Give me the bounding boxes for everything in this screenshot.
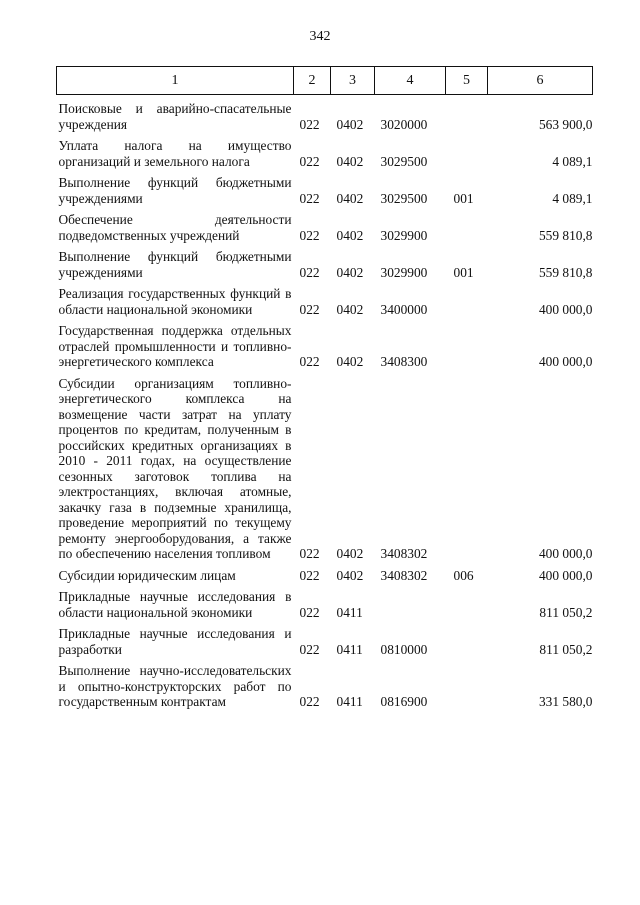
row-code-article: 3029500: [380, 153, 428, 169]
row-name: Уплата налога на имущество организаций и земельного налога: [58, 138, 292, 169]
row-code-article: 3400000: [380, 301, 428, 317]
row-name: Государственная поддержка отдельных отраслей промышленности и топливно-энергетического комплекса: [58, 323, 292, 369]
row-name: Выполнение научно-исследовательских и опытно-конструкторских работ по государственным контрактам: [58, 663, 292, 709]
row-code-section: 0402: [336, 354, 364, 369]
row-code-article: 3408302: [380, 546, 428, 561]
row-code-article: 0816900: [380, 694, 428, 709]
table-body: [57, 95, 593, 710]
row-name: Прикладные научные исследования и разработки: [58, 626, 292, 657]
table-row: [57, 657, 593, 710]
row-code-type: 001: [453, 190, 474, 206]
row-code-article: 3020000: [380, 116, 428, 132]
table-row: [57, 562, 593, 584]
row-amount: 563 900,0: [538, 116, 593, 132]
row-code-admin: 022: [299, 301, 320, 317]
row-amount: 4 089,1: [552, 190, 593, 206]
row-code-type: [446, 370, 488, 562]
row-code-section: 0402: [336, 301, 364, 317]
row-code-article: 3029900: [380, 264, 428, 280]
table-row: [57, 620, 593, 657]
row-code-admin: 022: [299, 694, 320, 709]
page-number: 342: [309, 29, 331, 44]
row-code-article: 3408302: [380, 567, 428, 583]
row-code-article: 3408300: [380, 354, 428, 369]
row-code-type: [446, 620, 488, 657]
row-code-admin: 022: [299, 153, 320, 169]
row-name: Поисковые и аварийно-спасательные учреждения: [58, 101, 292, 132]
row-code-type: [446, 657, 488, 710]
header-col-2: 2: [294, 67, 331, 95]
table-row: [57, 132, 593, 169]
header-col-4: 4: [375, 67, 446, 95]
row-amount: 331 580,0: [538, 694, 593, 709]
row-name: Субсидии юридическим лицам: [58, 567, 236, 583]
row-code-admin: 022: [299, 641, 320, 657]
row-code-type: [446, 95, 488, 133]
row-code-section: 0402: [336, 264, 364, 280]
row-name: Выполнение функций бюджетными учреждениями: [58, 175, 292, 206]
row-code-admin: 022: [299, 567, 320, 583]
row-amount: 811 050,2: [539, 604, 593, 620]
row-amount: 400 000,0: [538, 301, 593, 317]
table-row: [57, 583, 593, 620]
row-code-type: 006: [453, 567, 474, 583]
table-row: [57, 280, 593, 317]
row-name: Прикладные научные исследования в области национальной экономики: [58, 589, 292, 620]
header-col-6: 6: [488, 67, 593, 95]
row-code-section: 0402: [336, 227, 364, 243]
table-row: [57, 243, 593, 280]
row-code-type: 001: [453, 264, 474, 280]
row-amount: 811 050,2: [539, 641, 593, 657]
row-code-article: [375, 583, 446, 620]
row-code-section: 0402: [336, 190, 364, 206]
row-name: Выполнение функций бюджетными учреждениями: [58, 249, 292, 280]
row-amount: 400 000,0: [538, 567, 593, 583]
header-col-5: 5: [446, 67, 488, 95]
row-name: Реализация государственных функций в области национальной экономики: [58, 286, 292, 317]
row-amount: 4 089,1: [552, 153, 593, 169]
row-code-article: 3029500: [380, 190, 428, 206]
row-code-type: [446, 583, 488, 620]
row-code-admin: 022: [299, 190, 320, 206]
row-code-section: 0402: [336, 546, 364, 561]
table-header: [57, 67, 593, 95]
row-code-type: [446, 206, 488, 243]
row-code-admin: 022: [299, 546, 320, 561]
row-amount: 559 810,8: [538, 227, 593, 243]
row-code-type: [446, 317, 488, 370]
row-code-admin: 022: [299, 264, 320, 280]
row-code-article: 3029900: [380, 227, 428, 243]
row-amount: 400 000,0: [538, 546, 593, 561]
row-code-admin: 022: [299, 354, 320, 369]
row-code-admin: 022: [299, 227, 320, 243]
row-name: Обеспечение деятельности подведомственных учреждений: [58, 212, 292, 243]
row-code-section: 0411: [336, 604, 363, 620]
header-row: [57, 67, 593, 95]
header-col-1: 1: [57, 67, 294, 95]
row-code-section: 0402: [336, 116, 364, 132]
row-code-article: 0810000: [380, 641, 428, 657]
row-code-section: 0402: [336, 567, 364, 583]
row-name: Субсидии организациям топливно-энергетического комплекса на возмещение части затрат на уплату процентов по кредитам, полученным в российских кредитных организациях в 2010 - 2011 годах, на осуществление сезонных заготовок топлива на электростанциях, включая атомные, закачку газа в подземные хранилища, проведение мероприятий по текущему ремонту энергооборудования, а также по обеспечению населения топливом: [58, 375, 292, 561]
row-code-type: [446, 280, 488, 317]
row-code-admin: 022: [299, 604, 320, 620]
row-amount: 400 000,0: [538, 354, 593, 369]
table-row: [57, 206, 593, 243]
row-code-type: [446, 132, 488, 169]
table-row: [57, 95, 593, 133]
table-row: [57, 317, 593, 370]
row-code-section: 0402: [336, 153, 364, 169]
budget-table: [56, 66, 593, 710]
row-code-admin: 022: [299, 116, 320, 132]
table-row: [57, 370, 593, 562]
table-row: [57, 169, 593, 206]
header-col-3: 3: [331, 67, 375, 95]
row-code-section: 0411: [336, 641, 363, 657]
row-code-section: 0411: [336, 694, 363, 709]
row-amount: 559 810,8: [538, 264, 593, 280]
